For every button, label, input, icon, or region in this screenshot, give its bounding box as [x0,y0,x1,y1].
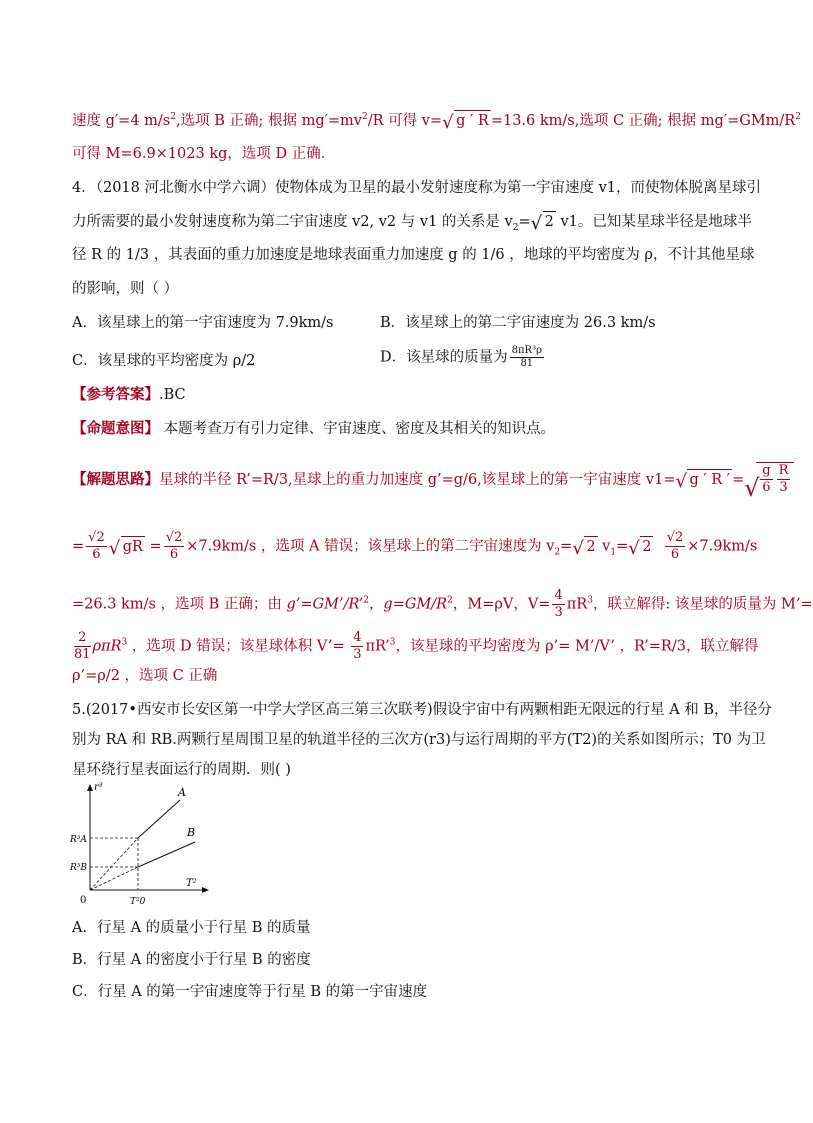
x-axis-arrow [202,887,209,893]
rb-label: R³B [70,863,87,873]
question-4-line-4: 的影响，则（ ） [72,281,179,297]
origin-label: 0 [80,895,87,906]
line-a [138,800,180,838]
line-b [138,842,195,867]
question-5-option-b: B．行星 A 的密度小于行星 B 的密度 [72,952,311,968]
y-axis-arrow [87,784,93,791]
x-axis-label: T² [186,878,197,889]
question-5-option-c: C．行星 A 的第一宇宙速度等于行星 B 的第一宇宙速度 [72,984,428,1000]
question-5-line-3: 星环绕行星表面运行的周期．则( ) [72,762,291,778]
solution-continuation-line-2: 可得 M=6.9×1023 kg，选项 D 正确． [72,146,336,162]
question-5-line-2: 别为 RA 和 RB.两颗行星周围卫星的轨道半径的三次方(r3)与运行周期的平方(T2)的关系如图所示；T0 为卫 [72,732,766,748]
question-4-line-2: 力所需要的最小发射速度称为第二宇宙速度 v2, v2 与 v1 的关系是 $v_2=$ √ 2 v1。已知某星球半径是地球半 [72,213,752,234]
option-a: A．该星球上的第一宇宙速度为 7.9km/s [72,315,334,331]
question-4-line-1: 4．（2018 河北衡水中学六调）使物体成为卫星的最小发射速度称为第一宇宙速度 v1，而使物体脱离星球引 [72,180,762,196]
option-d-fraction: $\frac{\text{8πR³ρ}}{81}$ [511,345,542,369]
option-c: C．该星球的平均密度为 ρ/2 [72,353,256,369]
y-axis-label: r³ [94,782,103,793]
r3-t2-graph [70,758,220,908]
ra-label: R³A [70,835,87,845]
solution-line-2: = $\frac{√2}{6}$ √ gR = $\frac{√2}{6}$ ×7.9km/s ，选项 A 错误；该星球上的第二宇宙速度为 $v_2=$ √ 2 $v_1=$ √ 2 $\frac{√2}{6}$ ×7.9km/s [72,530,758,562]
solution-continuation-line-1: 速度 g′=4 $m/s^2$,选项 B 正确; 根据 $mg'=mv^2/R$ 可得 v= √ g ′ R =13.6 km/s,选项 C 正确; 根据 $mg'=GMm/R^2$ [72,112,801,133]
option-b: B．该星球上的第二宇宙速度为 26.3 km/s [380,315,656,331]
line-b-label: B [187,826,196,839]
sqrt-expression: √ g ′ R [442,112,489,133]
question-5-option-a: A．行星 A 的质量小于行星 B 的质量 [72,920,311,936]
solution-line-5: ρ’=ρ/2 ，选项 C 正确 [72,668,218,684]
intent-line: 【命题意图】 本题考查万有引力定律、宇宙速度、密度及其相关的知识点。 [72,420,556,437]
question-4-line-3: 径 R 的 1/3 ，其表面的重力加速度是地球表面重力加速度 g 的 1/6 ，地球的平均密度为 ρ，不计其他星球 [72,247,755,263]
solution-line-4: $\frac{2}{81}$ ρπR$^3$ ，选项 D 错误；该星球体积 V’= $\frac{4}{3}$ πR’$^3$，该星球的平均密度为 ρ’= M’/V’ ，R’=R/3，联立解得 [74,630,759,662]
option-d: D．该星球的质量为 $\frac{\text{8πR³ρ}}{81}$ [380,345,542,369]
line-a-dashed [90,838,138,890]
answer-line: 【参考答案】.BC [72,386,186,403]
solution-line-1: 【解题思路】星球的半径 R’=R/3,星球上的重力加速度 g’=g/6,该星球上的第一宇宙速度 v1= √ g ′ R ′ = √ $\frac{g}{6}$ $\frac{R}{3}$ [72,462,794,496]
t0-label: T²0 [130,897,146,907]
line-a-label: A [178,786,186,799]
question-5-line-1: 5.(2017•西安市长安区第一中学大学区高三第三次联考)假设宇宙中有两颗相距无限远的行星 A 和 B，半径分 [72,702,773,718]
line-b-dashed [90,867,138,890]
solution-line-3: =26.3 km/s ，选项 B 正确；由 g’=GM’/R’$^2$，$g=GM/R^2$，M=ρV，V= $\frac{4}{3}$ $\pi R^3$，联立解得: 该星球的质量为 M’= [72,588,813,620]
